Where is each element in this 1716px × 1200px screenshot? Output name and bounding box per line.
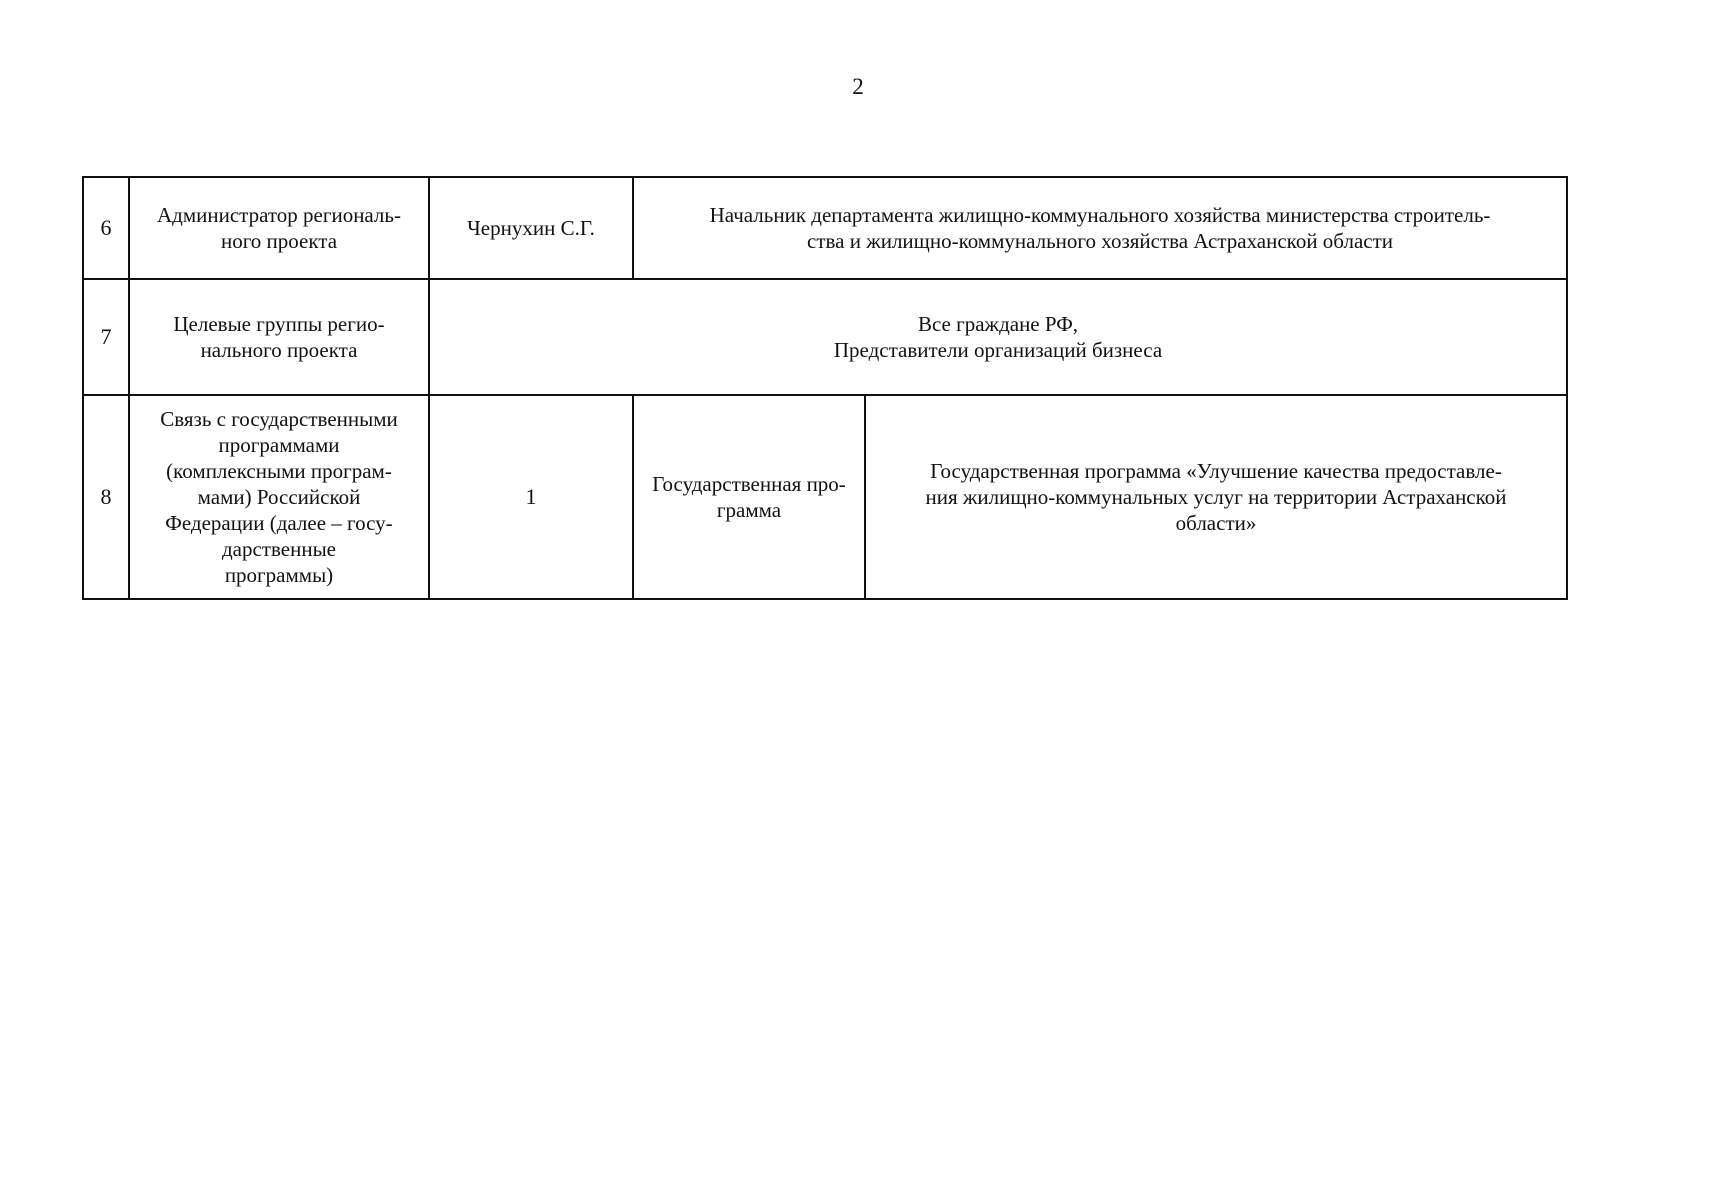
- program-type: Государственная про- грамма: [633, 395, 865, 599]
- row-number: 7: [83, 279, 129, 395]
- administrator-name: Чернухин С.Г.: [429, 177, 633, 279]
- program-name: Государственная программа «Улучшение качества предоставле- ния жилищно-коммунальных услуг на территории Астраханской области»: [865, 395, 1567, 599]
- page-number: 2: [852, 74, 864, 99]
- table-row-8: [83, 395, 1567, 599]
- row-number: 8: [83, 395, 129, 599]
- project-passport-table: [82, 176, 1568, 600]
- row-label-state-programs: Связь с государственными программами (комплексными програм- мами) Российской Федерации (далее – госу- дарственные программы): [129, 395, 429, 599]
- target-groups-value: Все граждане РФ, Представители организаций бизнеса: [429, 279, 1567, 395]
- row-label-administrator: Администратор региональ- ного проекта: [129, 177, 429, 279]
- table-row-6: [83, 177, 1567, 279]
- table-row-7: [83, 279, 1567, 395]
- program-item-number: 1: [429, 395, 633, 599]
- row-number: 6: [83, 177, 129, 279]
- row-label-target-groups: Целевые группы регио- нального проекта: [129, 279, 429, 395]
- administrator-position: Начальник департамента жилищно-коммунального хозяйства министерства строитель- ства и жилищно-коммунального хозяйства Астраханской области: [633, 177, 1567, 279]
